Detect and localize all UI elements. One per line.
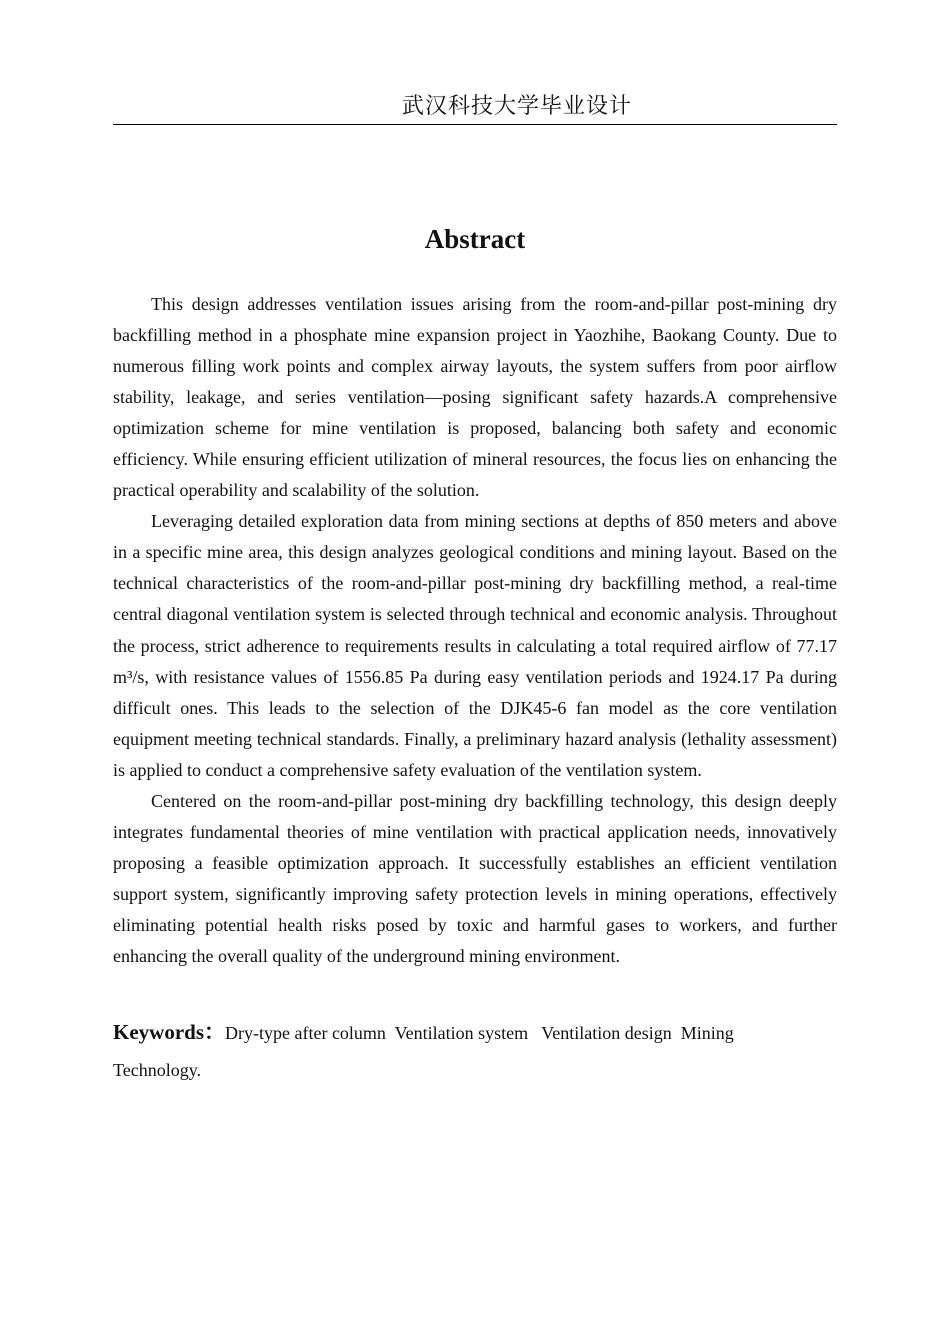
keywords-label: Keywords：: [113, 1020, 225, 1044]
keywords-section: [113, 1014, 793, 1089]
abstract-title: Abstract: [424, 224, 526, 254]
running-header-title: 武汉科技大学毕业设计: [401, 94, 632, 119]
abstract-paragraph-3: Centered on the room-and-pillar post-mining dry backfilling technology, this design deeply integrates fundamental theories of mine ventilation with practical application needs, innovatively proposing a feasible optimization approach. It successfully establishes an efficient ventilation support system, significantly improving safety protection levels in mining operations, effectively eliminating potential health risks posed by toxic and harmful gases to workers, and further enhancing the overall quality of the underground mining environment.: [113, 790, 837, 966]
abstract-paragraph-1: This design addresses ventilation issues arising from the room-and-pillar post-mining dry backfilling method in a phosphate mine expansion project in Yaozhihe, Baokang County. Due to numerous filling work points and complex airway layouts, the system suffers from poor airflow stability, leakage, and series ventilation—posing significant safety hazards.A comprehensive optimization scheme for mine ventilation is proposed, balancing both safety and economic efficiency. While ensuring efficient utilization of mineral resources, the focus lies on enhancing the practical operability and scalability of the solution.: [113, 294, 837, 501]
abstract-paragraph-2: Leveraging detailed exploration data from mining sections at depths of 850 meters and above in a specific mine area, this design analyzes geological conditions and mining layout. Based on the technical characteristics of the room-and-pillar post-mining dry backfilling method, a real-time central diagonal ventilation system is selected through technical and economic analysis. Throughout the process, strict adherence to requirements results in calculating a total required airflow of 77.17 m³/s, with resistance values of 1556.85 Pa during easy ventilation periods and 1924.17 Pa during difficult ones. This leads to the selection of the DJK45-6 fan model as the core ventilation equipment meeting technical standards. Finally, a preliminary hazard analysis (lethality assessment) is applied to conduct a comprehensive safety evaluation of the ventilation system.: [113, 511, 837, 780]
running-header: [113, 92, 837, 125]
abstract-body: [113, 289, 837, 972]
keywords-text: Dry-type after column Ventilation system Ventilation design Mining Technology.: [113, 1023, 738, 1080]
